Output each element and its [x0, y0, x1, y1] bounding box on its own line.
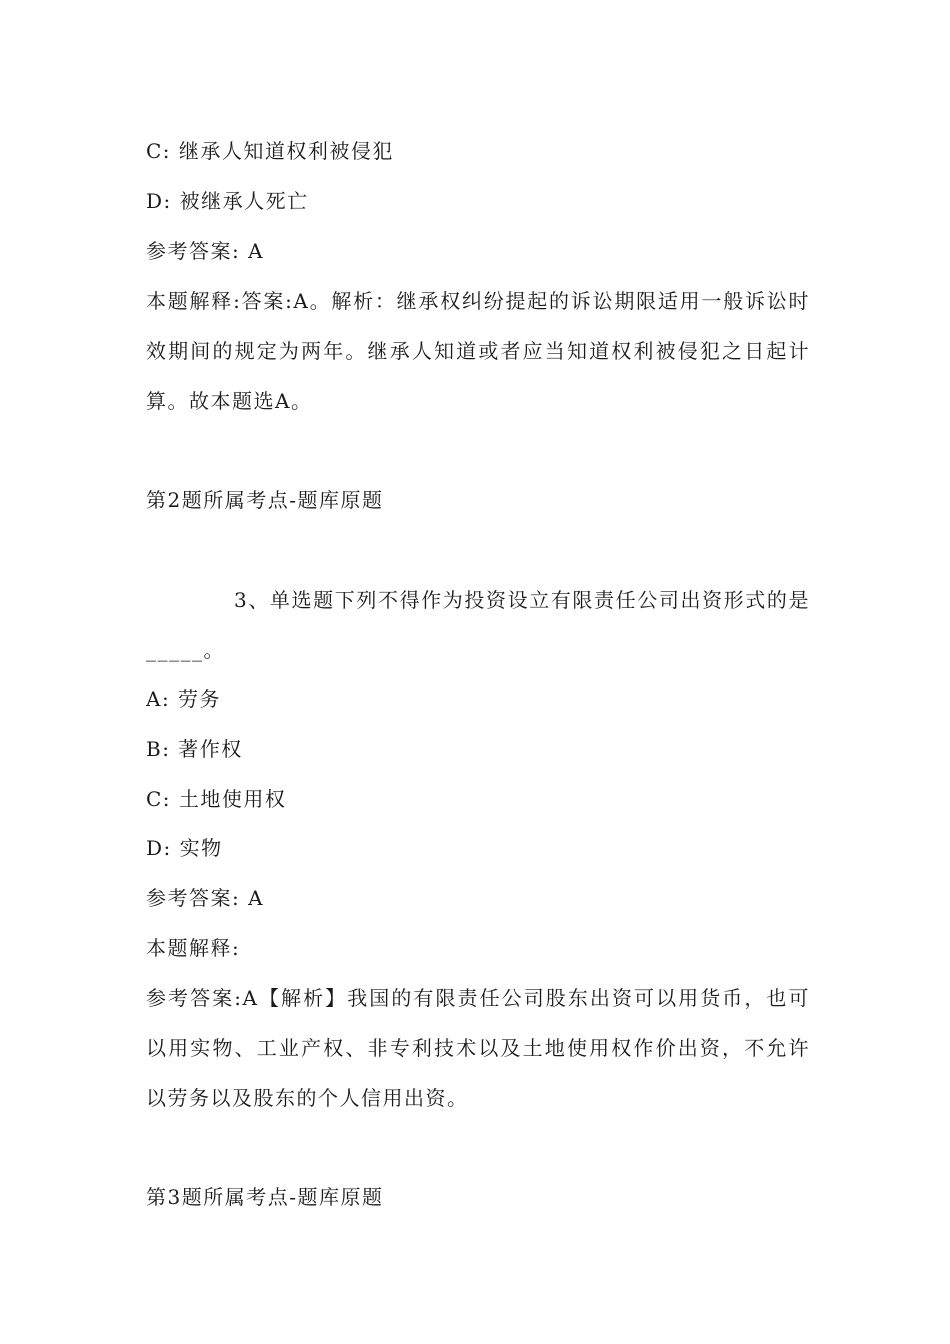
q1-source-tag: 第2题所属考点-题库原题: [146, 488, 384, 512]
q3-answer: 参考答案: A: [146, 886, 265, 910]
q3-explanation-label: 本题解释:: [146, 936, 241, 960]
q3-option-b: B: 著作权: [146, 737, 243, 761]
q1-option-c: C: 继承人知道权利被侵犯: [146, 139, 394, 163]
q3-stem: 3、单选题下列不得作为投资设立有限责任公司出资形式的是_____。: [146, 588, 810, 662]
q3-option-d: D: 实物: [146, 836, 223, 860]
q1-option-d: D: 被继承人死亡: [146, 189, 309, 213]
q3-option-a: A: 劳务: [146, 687, 222, 711]
q1-answer: 参考答案: A: [146, 239, 265, 263]
q1-explanation: 本题解释:答案:A。解析：继承权纠纷提起的诉讼期限适用一般诉讼时效期间的规定为两年。继承人知道或者应当知道权利被侵犯之日起计算。故本题选A。: [146, 289, 810, 413]
q3-explanation: 参考答案:A【解析】我国的有限责任公司股东出资可以用货币，也可以用实物、工业产权、非专利技术以及土地使用权作价出资，不允许以劳务以及股东的个人信用出资。: [146, 986, 810, 1110]
q3-option-c: C: 土地使用权: [146, 787, 287, 811]
q3-source-tag: 第3题所属考点-题库原题: [146, 1185, 384, 1209]
